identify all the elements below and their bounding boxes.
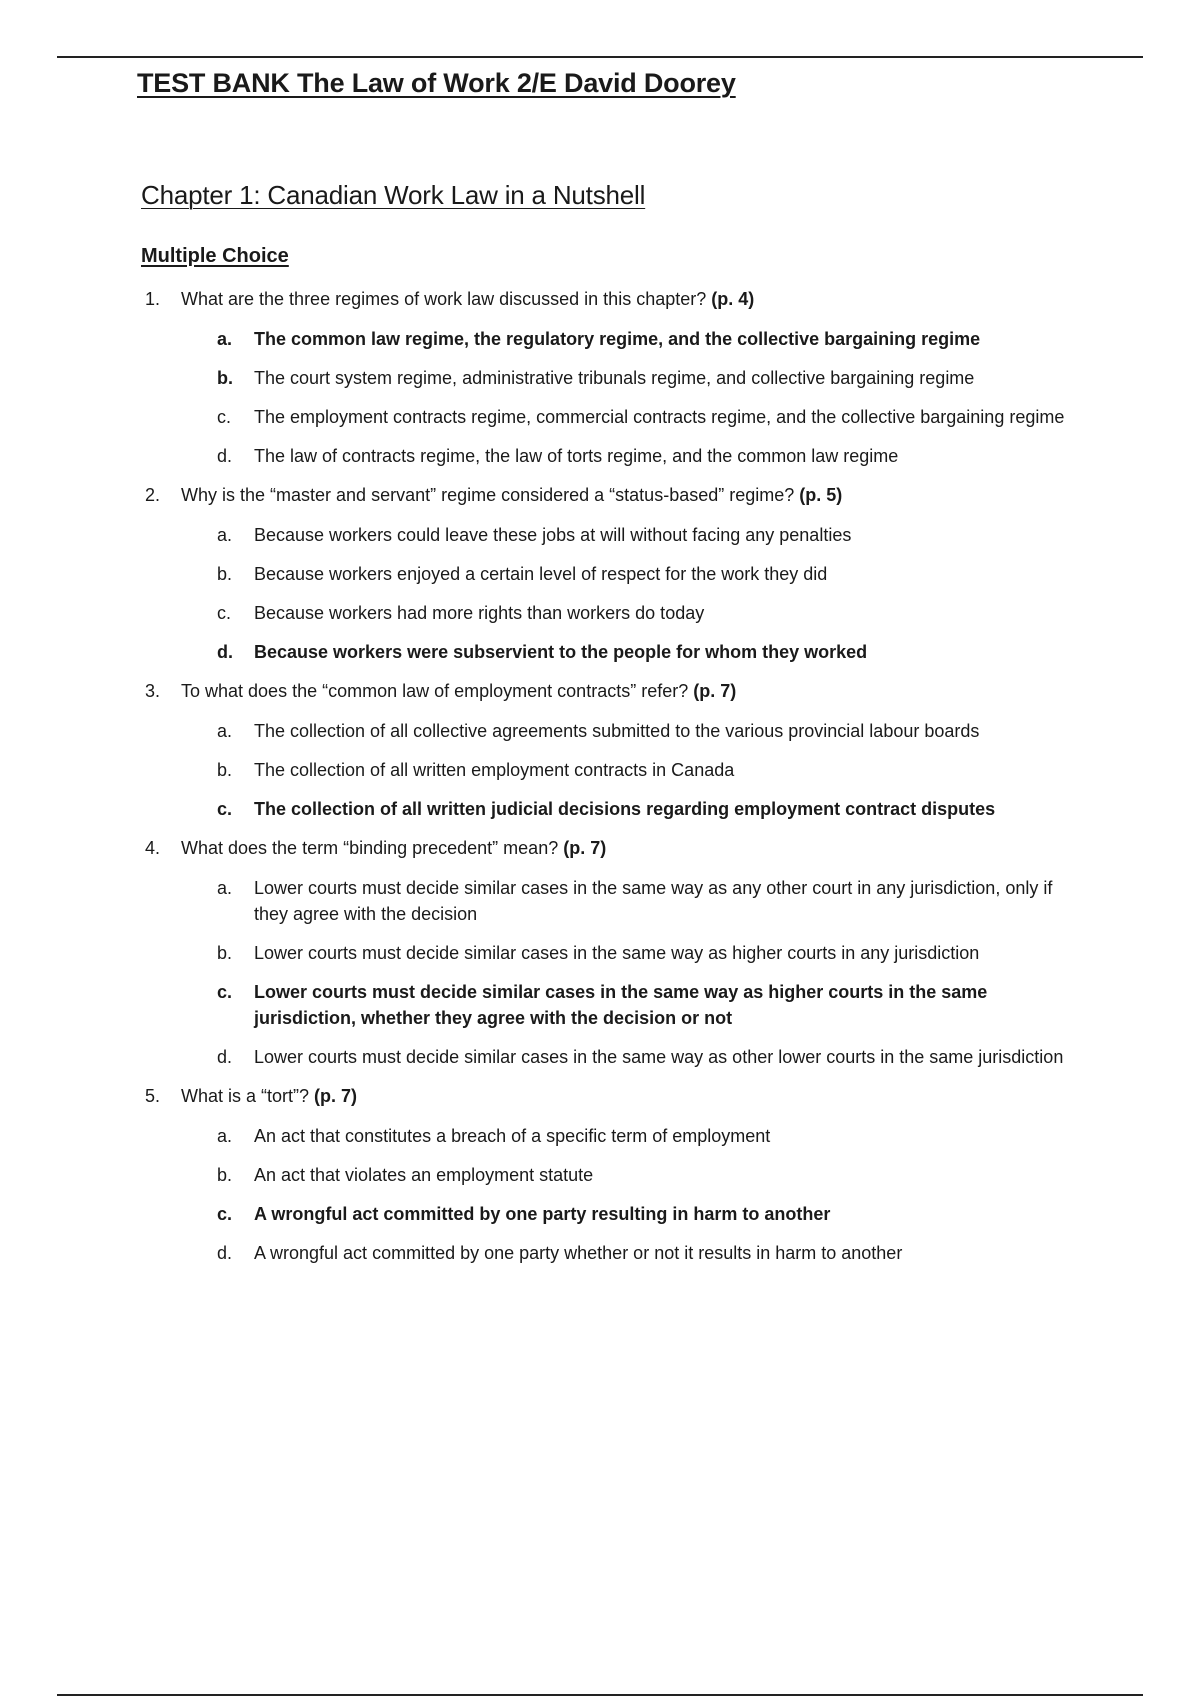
- bottom-rule: [57, 1694, 1143, 1696]
- option-text: The law of contracts regime, the law of torts regime, and the common law regime: [254, 446, 899, 466]
- question-text: What is a “tort”?: [181, 1086, 315, 1106]
- top-rule: [57, 56, 1143, 58]
- question-item: [0, 835, 1200, 1070]
- answer-option: [0, 757, 1200, 783]
- option-text: A wrongful act committed by one party resulting in harm to another: [254, 1204, 831, 1224]
- question-text: To what does the “common law of employment contracts” refer?: [181, 681, 694, 701]
- section-title: Multiple Choice: [141, 245, 289, 267]
- question-item: [0, 286, 1200, 469]
- option-text: Because workers enjoyed a certain level of respect for the work they did: [254, 564, 828, 584]
- answer-option-correct: [0, 326, 1200, 352]
- option-letter: a.: [217, 1126, 233, 1146]
- chapter-title: Chapter 1: Canadian Work Law in a Nutshell: [141, 180, 646, 210]
- answer-option: [0, 1123, 1200, 1149]
- option-text: The employment contracts regime, commercial contracts regime, and the collective bargaining regime: [254, 407, 1065, 427]
- option-text: A wrongful act committed by one party whether or not it results in harm to another: [254, 1243, 903, 1263]
- answer-option: [0, 365, 1200, 391]
- option-text: Lower courts must decide similar cases in the same way as higher courts in the same jurisdiction, whether they agree with the decision or not: [254, 982, 988, 1028]
- answer-option: [0, 522, 1200, 548]
- option-letter: d.: [217, 1047, 233, 1067]
- option-text: Lower courts must decide similar cases in the same way as any other court in any jurisdiction, only if they agree with the decision: [254, 878, 1053, 924]
- option-letter: d.: [217, 642, 233, 662]
- question-item: [0, 1083, 1200, 1266]
- question-number: 3.: [145, 681, 161, 701]
- answer-option: [0, 561, 1200, 587]
- question-list: [0, 286, 1200, 1279]
- answer-option: [0, 1044, 1200, 1070]
- option-letter: a.: [217, 878, 233, 898]
- page-reference: (p. 7): [563, 838, 607, 858]
- answer-option: [0, 718, 1200, 744]
- answer-option: [0, 600, 1200, 626]
- answer-options: [0, 875, 1200, 1070]
- option-letter: b.: [217, 760, 233, 780]
- option-text: The common law regime, the regulatory regime, and the collective bargaining regime: [254, 329, 981, 349]
- question-number: 5.: [145, 1086, 161, 1106]
- question-text: What does the term “binding precedent” mean?: [181, 838, 564, 858]
- option-text: Because workers were subservient to the people for whom they worked: [254, 642, 868, 662]
- answer-options: [0, 718, 1200, 822]
- option-letter: a.: [217, 721, 233, 741]
- option-letter: b.: [217, 368, 233, 388]
- option-letter: b.: [217, 564, 233, 584]
- page-reference: (p. 4): [711, 289, 755, 309]
- option-letter: c.: [217, 603, 232, 623]
- answer-options: [0, 1123, 1200, 1266]
- option-text: An act that violates an employment statute: [254, 1165, 594, 1185]
- question-number: 1.: [145, 289, 161, 309]
- option-text: Lower courts must decide similar cases in the same way as higher courts in any jurisdiction: [254, 943, 980, 963]
- option-letter: a.: [217, 329, 233, 349]
- option-text: An act that constitutes a breach of a specific term of employment: [254, 1126, 771, 1146]
- option-text: The court system regime, administrative tribunals regime, and collective bargaining regime: [254, 368, 975, 388]
- option-letter: c.: [217, 799, 233, 819]
- option-letter: c.: [217, 982, 233, 1002]
- option-letter: c.: [217, 407, 232, 427]
- answer-option: [0, 404, 1200, 430]
- answer-options: [0, 326, 1200, 469]
- answer-option: [0, 1162, 1200, 1188]
- question-stem: [0, 1083, 1200, 1109]
- option-letter: c.: [217, 1204, 233, 1224]
- answer-option: [0, 443, 1200, 469]
- option-text: Lower courts must decide similar cases in the same way as other lower courts in the same jurisdiction: [254, 1047, 1064, 1067]
- question-stem: [0, 482, 1200, 508]
- option-text: Because workers had more rights than workers do today: [254, 603, 705, 623]
- option-text: The collection of all written employment contracts in Canada: [254, 760, 735, 780]
- option-letter: b.: [217, 1165, 233, 1185]
- answer-option: [0, 940, 1200, 966]
- question-item: [0, 482, 1200, 665]
- option-letter: b.: [217, 943, 233, 963]
- question-text: What are the three regimes of work law discussed in this chapter?: [181, 289, 712, 309]
- question-stem: [0, 678, 1200, 704]
- answer-options: [0, 522, 1200, 665]
- question-stem: [0, 286, 1200, 312]
- option-letter: a.: [217, 525, 233, 545]
- answer-option-correct: [0, 639, 1200, 665]
- option-letter: d.: [217, 446, 233, 466]
- question-item: [0, 678, 1200, 822]
- page-reference: (p. 7): [314, 1086, 358, 1106]
- question-stem: [0, 835, 1200, 861]
- answer-option: [0, 1240, 1200, 1266]
- document-title: TEST BANK The Law of Work 2/E David Doorey: [137, 68, 736, 98]
- question-text: Why is the “master and servant” regime considered a “status-based” regime?: [181, 485, 800, 505]
- option-text: Because workers could leave these jobs at will without facing any penalties: [254, 525, 852, 545]
- page-reference: (p. 5): [799, 485, 843, 505]
- answer-option-correct: [0, 979, 1200, 1031]
- page-reference: (p. 7): [693, 681, 737, 701]
- answer-option: [0, 875, 1200, 927]
- question-number: 4.: [145, 838, 161, 858]
- option-text: The collection of all written judicial decisions regarding employment contract disputes: [254, 799, 996, 819]
- option-text: The collection of all collective agreements submitted to the various provincial labour boards: [254, 721, 980, 741]
- answer-option-correct: [0, 1201, 1200, 1227]
- answer-option-correct: [0, 796, 1200, 822]
- question-number: 2.: [145, 485, 161, 505]
- option-letter: d.: [217, 1243, 233, 1263]
